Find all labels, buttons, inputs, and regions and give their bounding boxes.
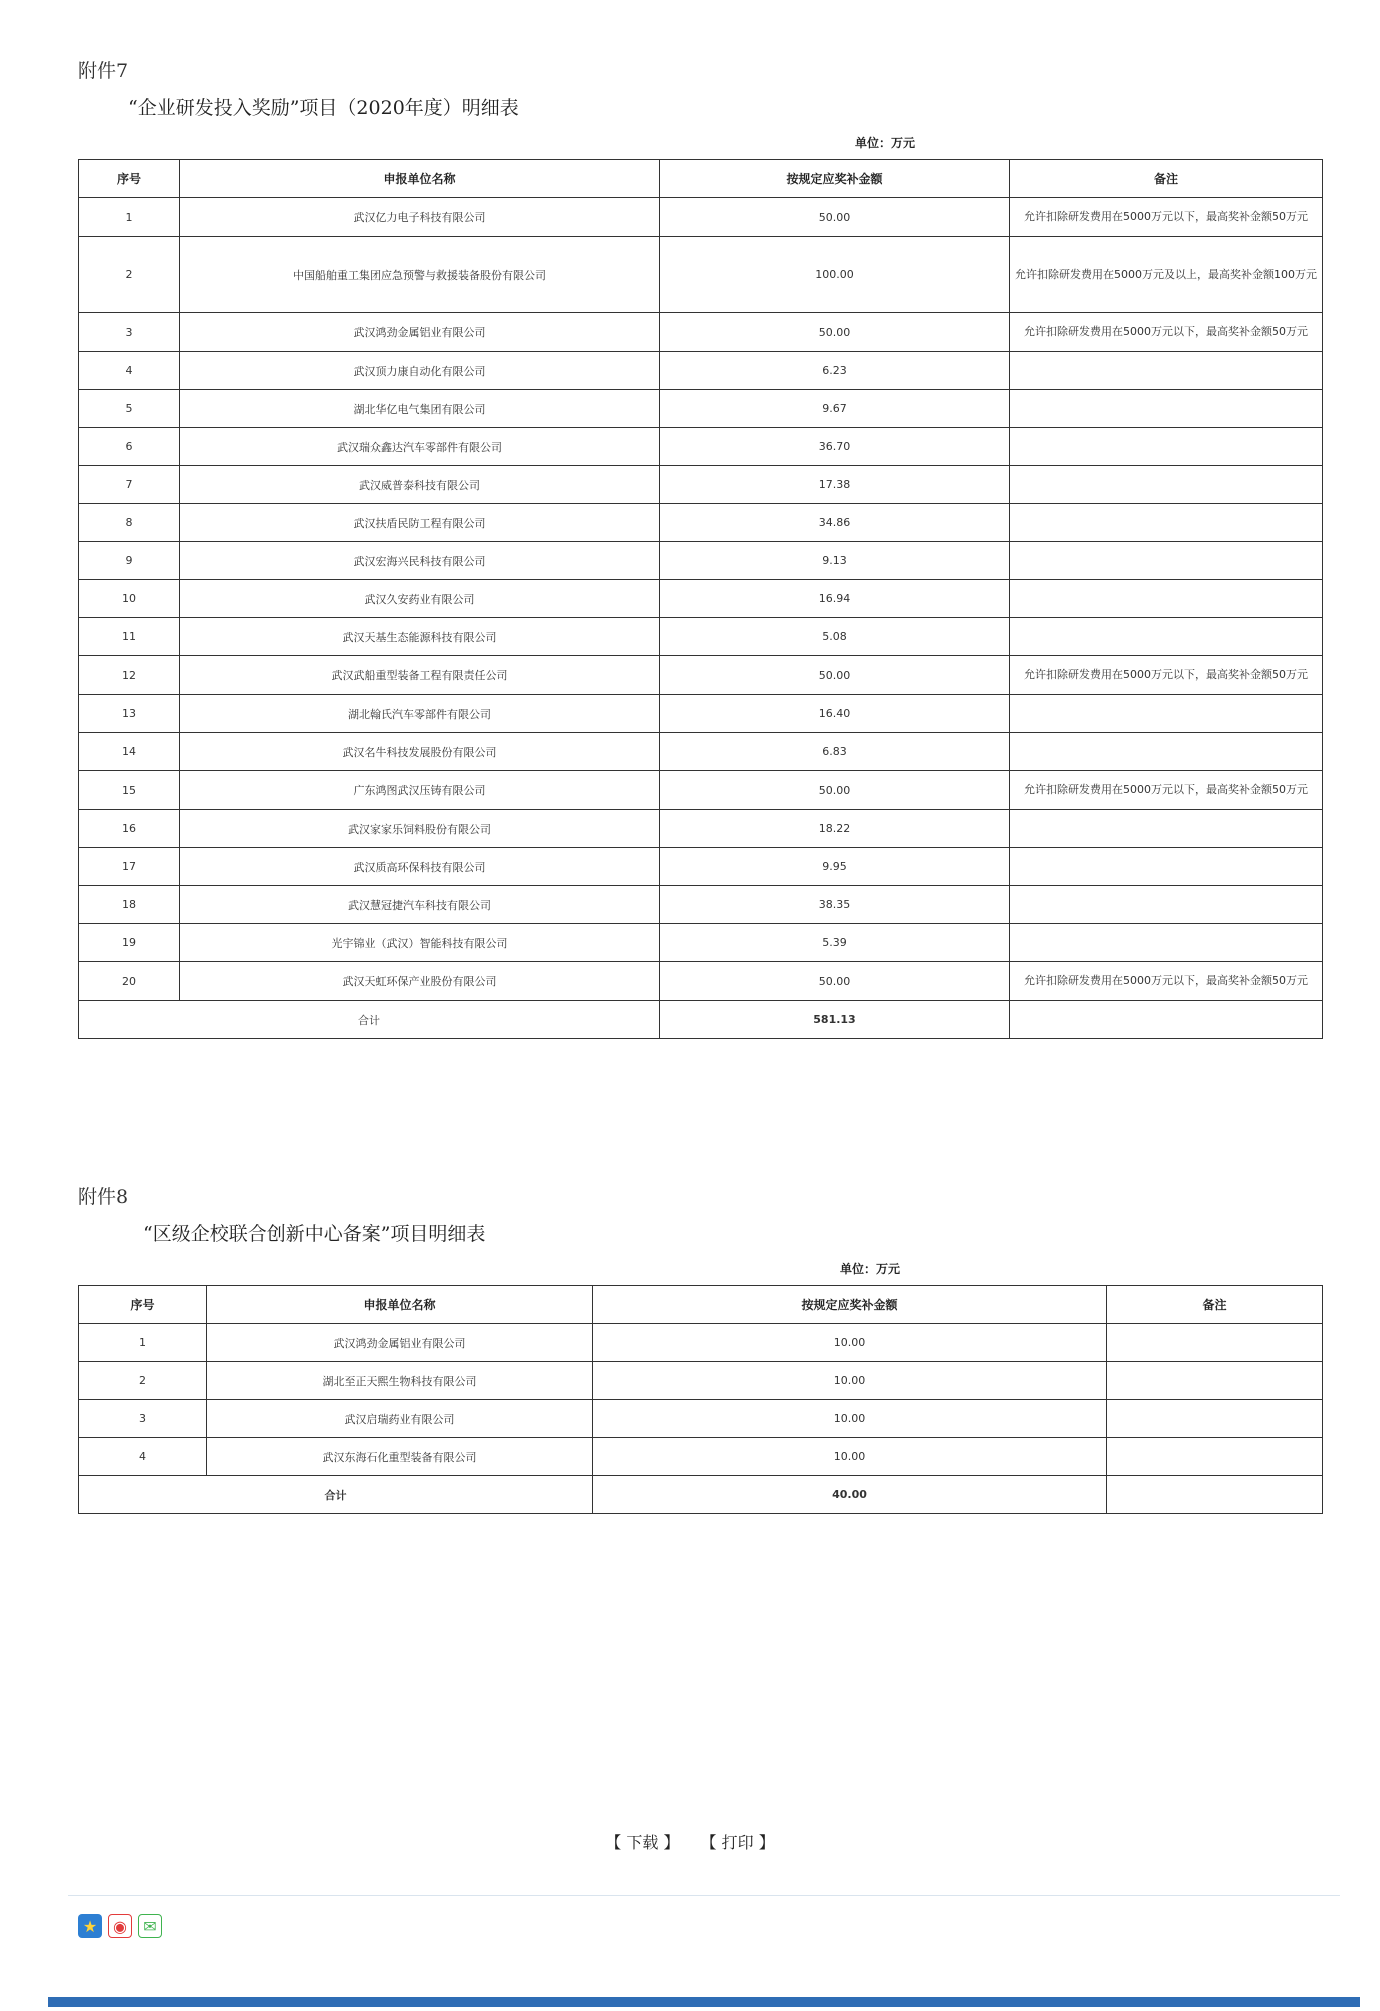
row-name: 中国船舶重工集团应急预警与救援装备股份有限公司	[180, 237, 660, 313]
row-note	[1010, 618, 1323, 656]
action-bar	[0, 1830, 1380, 1853]
row-no: 5	[79, 390, 180, 428]
row-note	[1107, 1362, 1323, 1400]
row-amount: 16.94	[660, 580, 1010, 618]
table-row	[79, 618, 1323, 656]
table-row	[79, 313, 1323, 352]
row-name: 湖北翰氏汽车零部件有限公司	[180, 695, 660, 733]
row-note	[1010, 428, 1323, 466]
table-row	[79, 466, 1323, 504]
row-name: 武汉鸿劲金属铝业有限公司	[207, 1324, 593, 1362]
attachment-8-table	[78, 1285, 1323, 1514]
row-name: 武汉武船重型装备工程有限责任公司	[180, 656, 660, 695]
row-name: 武汉慧冠捷汽车科技有限公司	[180, 886, 660, 924]
row-no: 18	[79, 886, 180, 924]
row-name: 武汉威普泰科技有限公司	[180, 466, 660, 504]
table-row	[79, 580, 1323, 618]
attachment-7-title: “企业研发投入奖励”项目（2020年度）明细表	[128, 97, 519, 119]
row-amount: 9.13	[660, 542, 1010, 580]
row-amount: 6.83	[660, 733, 1010, 771]
row-amount: 36.70	[660, 428, 1010, 466]
row-no: 8	[79, 504, 180, 542]
header-note: 备注	[1107, 1286, 1323, 1324]
row-no: 14	[79, 733, 180, 771]
table-row	[79, 542, 1323, 580]
row-note	[1107, 1438, 1323, 1476]
row-name: 湖北华亿电气集团有限公司	[180, 390, 660, 428]
row-note	[1010, 848, 1323, 886]
row-note: 允许扣除研发费用在5000万元以下，最高奖补金额50万元	[1010, 962, 1323, 1001]
row-no: 10	[79, 580, 180, 618]
row-note: 允许扣除研发费用在5000万元及以上，最高奖补金额100万元	[1010, 237, 1323, 313]
star-icon[interactable]: ★	[78, 1914, 102, 1938]
row-amount: 10.00	[593, 1400, 1107, 1438]
row-note	[1010, 390, 1323, 428]
row-amount: 50.00	[660, 962, 1010, 1001]
header-no: 序号	[79, 1286, 207, 1324]
row-no: 2	[79, 237, 180, 313]
row-amount: 10.00	[593, 1362, 1107, 1400]
attachment-7-unit: 单位：万元	[855, 136, 916, 150]
total-note	[1010, 1001, 1323, 1039]
row-no: 4	[79, 352, 180, 390]
row-amount: 16.40	[660, 695, 1010, 733]
row-name: 武汉瑞众鑫达汽车零部件有限公司	[180, 428, 660, 466]
attachment-7-table	[78, 159, 1323, 1039]
table-row	[79, 886, 1323, 924]
table-total-row	[79, 1476, 1323, 1514]
table-row	[79, 1438, 1323, 1476]
row-name: 武汉亿力电子科技有限公司	[180, 198, 660, 237]
row-name: 湖北至正天熙生物科技有限公司	[207, 1362, 593, 1400]
table-row	[79, 924, 1323, 962]
row-no: 11	[79, 618, 180, 656]
row-name: 武汉久安药业有限公司	[180, 580, 660, 618]
header-note: 备注	[1010, 160, 1323, 198]
row-name: 武汉天基生态能源科技有限公司	[180, 618, 660, 656]
row-note	[1107, 1324, 1323, 1362]
row-name: 武汉顶力康自动化有限公司	[180, 352, 660, 390]
row-note	[1010, 810, 1323, 848]
row-no: 9	[79, 542, 180, 580]
row-no: 1	[79, 1324, 207, 1362]
row-no: 2	[79, 1362, 207, 1400]
header-amount: 按规定应奖补金额	[660, 160, 1010, 198]
total-label: 合计	[79, 1001, 660, 1039]
row-note	[1010, 352, 1323, 390]
print-link[interactable]: 【 打印 】	[700, 1833, 775, 1852]
row-no: 1	[79, 198, 180, 237]
row-name: 武汉天虹环保产业股份有限公司	[180, 962, 660, 1001]
row-no: 7	[79, 466, 180, 504]
row-note: 允许扣除研发费用在5000万元以下，最高奖补金额50万元	[1010, 198, 1323, 237]
header-no: 序号	[79, 160, 180, 198]
row-note	[1010, 504, 1323, 542]
row-name: 广东鸿图武汉压铸有限公司	[180, 771, 660, 810]
table-row	[79, 428, 1323, 466]
table-row	[79, 1362, 1323, 1400]
row-no: 6	[79, 428, 180, 466]
row-name: 武汉家家乐饲料股份有限公司	[180, 810, 660, 848]
row-amount: 5.39	[660, 924, 1010, 962]
header-amount: 按规定应奖补金额	[593, 1286, 1107, 1324]
row-no: 3	[79, 313, 180, 352]
row-no: 4	[79, 1438, 207, 1476]
row-amount: 10.00	[593, 1438, 1107, 1476]
share-bar	[78, 1914, 162, 1938]
row-amount: 10.00	[593, 1324, 1107, 1362]
attachment-8-title: “区级企校联合创新中心备案”项目明细表	[143, 1223, 486, 1245]
table-row	[79, 695, 1323, 733]
wechat-icon[interactable]: ✉	[138, 1914, 162, 1938]
row-amount: 100.00	[660, 237, 1010, 313]
row-note	[1010, 542, 1323, 580]
row-note	[1010, 924, 1323, 962]
table-row	[79, 390, 1323, 428]
attachment-7-label: 附件7	[78, 60, 129, 82]
row-note	[1107, 1400, 1323, 1438]
row-amount: 18.22	[660, 810, 1010, 848]
footer-bar	[48, 1997, 1360, 2007]
row-name: 武汉启瑞药业有限公司	[207, 1400, 593, 1438]
row-note	[1010, 886, 1323, 924]
row-note	[1010, 466, 1323, 504]
row-no: 19	[79, 924, 180, 962]
row-name: 武汉扶盾民防工程有限公司	[180, 504, 660, 542]
total-note	[1107, 1476, 1323, 1514]
table-row	[79, 198, 1323, 237]
row-note: 允许扣除研发费用在5000万元以下，最高奖补金额50万元	[1010, 771, 1323, 810]
row-no: 3	[79, 1400, 207, 1438]
header-name: 申报单位名称	[207, 1286, 593, 1324]
table-row	[79, 810, 1323, 848]
download-link[interactable]: 【 下载 】	[605, 1833, 680, 1852]
attachment-8-label: 附件8	[78, 1186, 129, 1208]
row-no: 12	[79, 656, 180, 695]
row-amount: 34.86	[660, 504, 1010, 542]
row-note: 允许扣除研发费用在5000万元以下，最高奖补金额50万元	[1010, 656, 1323, 695]
table-row	[79, 656, 1323, 695]
table-row	[79, 352, 1323, 390]
row-amount: 5.08	[660, 618, 1010, 656]
total-amount: 40.00	[593, 1476, 1107, 1514]
row-name: 武汉名牛科技发展股份有限公司	[180, 733, 660, 771]
table-row	[79, 733, 1323, 771]
table-row	[79, 848, 1323, 886]
row-amount: 9.95	[660, 848, 1010, 886]
weibo-icon[interactable]: ◉	[108, 1914, 132, 1938]
row-note	[1010, 695, 1323, 733]
row-name: 武汉鸿劲金属铝业有限公司	[180, 313, 660, 352]
row-name: 武汉宏海兴民科技有限公司	[180, 542, 660, 580]
row-amount: 38.35	[660, 886, 1010, 924]
row-amount: 50.00	[660, 313, 1010, 352]
row-amount: 50.00	[660, 198, 1010, 237]
table-row	[79, 237, 1323, 313]
row-name: 光宇锦业（武汉）智能科技有限公司	[180, 924, 660, 962]
row-no: 15	[79, 771, 180, 810]
table-row	[79, 1400, 1323, 1438]
table-row	[79, 1324, 1323, 1362]
total-amount: 581.13	[660, 1001, 1010, 1039]
table-header-row	[79, 160, 1323, 198]
row-amount: 9.67	[660, 390, 1010, 428]
row-name: 武汉东海石化重型装备有限公司	[207, 1438, 593, 1476]
attachment-8-unit: 单位：万元	[840, 1262, 901, 1276]
row-amount: 50.00	[660, 656, 1010, 695]
header-name: 申报单位名称	[180, 160, 660, 198]
row-no: 17	[79, 848, 180, 886]
row-note	[1010, 733, 1323, 771]
row-note	[1010, 580, 1323, 618]
footer-divider	[68, 1895, 1340, 1896]
row-amount: 6.23	[660, 352, 1010, 390]
row-amount: 17.38	[660, 466, 1010, 504]
row-name: 武汉质高环保科技有限公司	[180, 848, 660, 886]
row-amount: 50.00	[660, 771, 1010, 810]
row-no: 13	[79, 695, 180, 733]
total-label: 合计	[79, 1476, 593, 1514]
table-total-row	[79, 1001, 1323, 1039]
table-row	[79, 504, 1323, 542]
table-row	[79, 962, 1323, 1001]
table-row	[79, 771, 1323, 810]
table-header-row	[79, 1286, 1323, 1324]
row-no: 20	[79, 962, 180, 1001]
row-note: 允许扣除研发费用在5000万元以下，最高奖补金额50万元	[1010, 313, 1323, 352]
row-no: 16	[79, 810, 180, 848]
